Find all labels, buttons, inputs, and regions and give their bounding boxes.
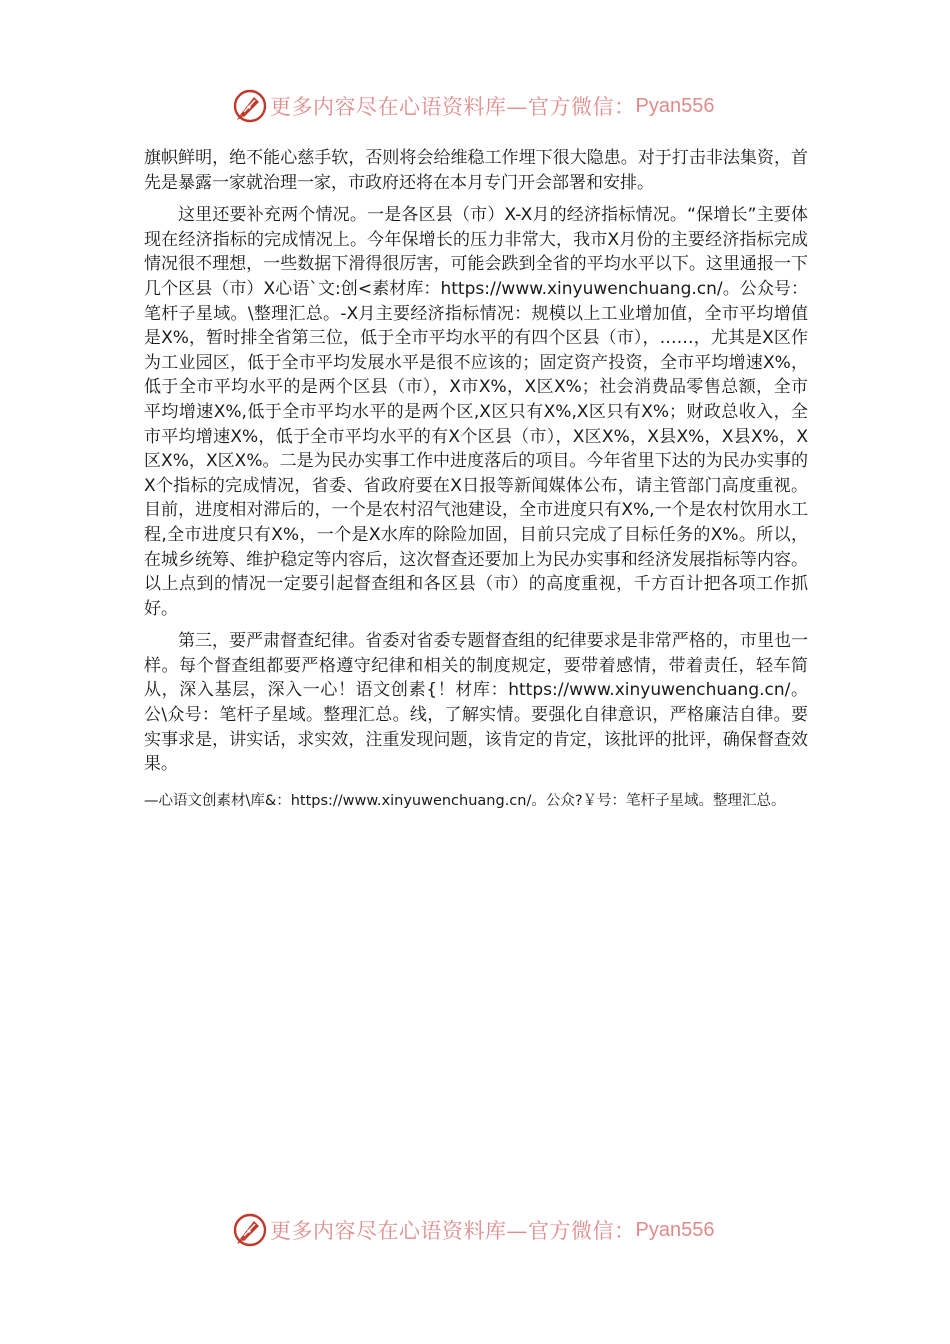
footer-banner [232, 1210, 732, 1250]
pen-nib-logo-icon [232, 88, 268, 124]
body-paragraph-3: 第三，要严肃督查纪律。省委对省委专题督查组的纪律要求是非常严格的，市里也一样。每个督查组都要严格遵守纪律和相关的制度规定，要带着感情，带着责任，轻车简从，深入基层，深入一心！语文创素{！材库：https://www.xinyuwenchuang.cn/。公\众号：笔杆子星域。整理汇总。线，了解实情。要强化自律意识，严格廉洁自律。要实事求是，讲实话，求实效，注重发现问题，该肯定的肯定，该批评的批评，确保督查效果。 [144, 631, 808, 775]
pen-nib-logo-icon [232, 1212, 268, 1248]
banner-contact: Pyan556 [635, 94, 715, 117]
document-body [144, 146, 808, 814]
source-footnote: —心语文创素材\库&：https://www.xinyuwenchuang.cn/。公众?￥号：笔杆子星域。整理汇总。 [144, 792, 786, 809]
body-paragraph-1: 旗帜鲜明，绝不能心慈手软，否则将会给维稳工作埋下很大隐患。对于打击非法集资，首先是暴露一家就治理一家，市政府还将在本月专门开会部署和安排。 [144, 148, 808, 193]
header-banner [232, 86, 732, 126]
banner-contact: Pyan556 [635, 1218, 715, 1241]
banner-slogan: 更多内容尽在心语资料库—官方微信： [270, 1219, 636, 1243]
body-paragraph-2: 这里还要补充两个情况。一是各区县（市）X-X月的经济指标情况。“保增长”主要体现在经济指标的完成情况上。今年保增长的压力非常大，我市X月份的主要经济指标完成情况很不理想，一些数据下滑得很厉害，可能会跌到全省的平均水平以下。这里通报一下几个区县（市）X心语`文:创<素材库：https://www.xinyuwenchuang.cn/。公众号：笔杆子星域。\整理汇总。-X月主要经济指标情况：规模以上工业增加值，全市平均增值是X%，暂时排全省第三位，低于全市平均水平的有四个区县（市），……，尤其是X区作为工业园区，低于全市平均发展水平是很不应该的；固定资产投资，全市平均增速X%，低于全市平均水平的是两个区县（市），X市X%，X区X%；社会消费品零售总额，全市平均增速X%,低于全市平均水平的是两个区,X区只有X%,X区只有X%；财政总收入，全市平均增速X%，低于全市平均水平的有X个区县（市），X区X%，X县X%，X县X%，X区X%，X区X%。二是为民办实事工作中进度落后的项目。今年省里下达的为民办实事的X个指标的完成情况，省委、省政府要在X日报等新闻媒体公布，请主管部门高度重视。目前，进度相对滞后的，一个是农村沼气池建设，全市进度只有X%,一个是农村饮用水工程,全市进度只有X%，一个是X水库的除险加固，目前只完成了目标任务的X%。所以，在城乡统筹、维护稳定等内容后，这次督查还要加上为民办实事和经济发展指标等内容。以上点到的情况一定要引起督查组和各区县（市）的高度重视，千方百计把各项工作抓好。 [144, 205, 808, 619]
banner-slogan: 更多内容尽在心语资料库—官方微信： [270, 95, 636, 119]
